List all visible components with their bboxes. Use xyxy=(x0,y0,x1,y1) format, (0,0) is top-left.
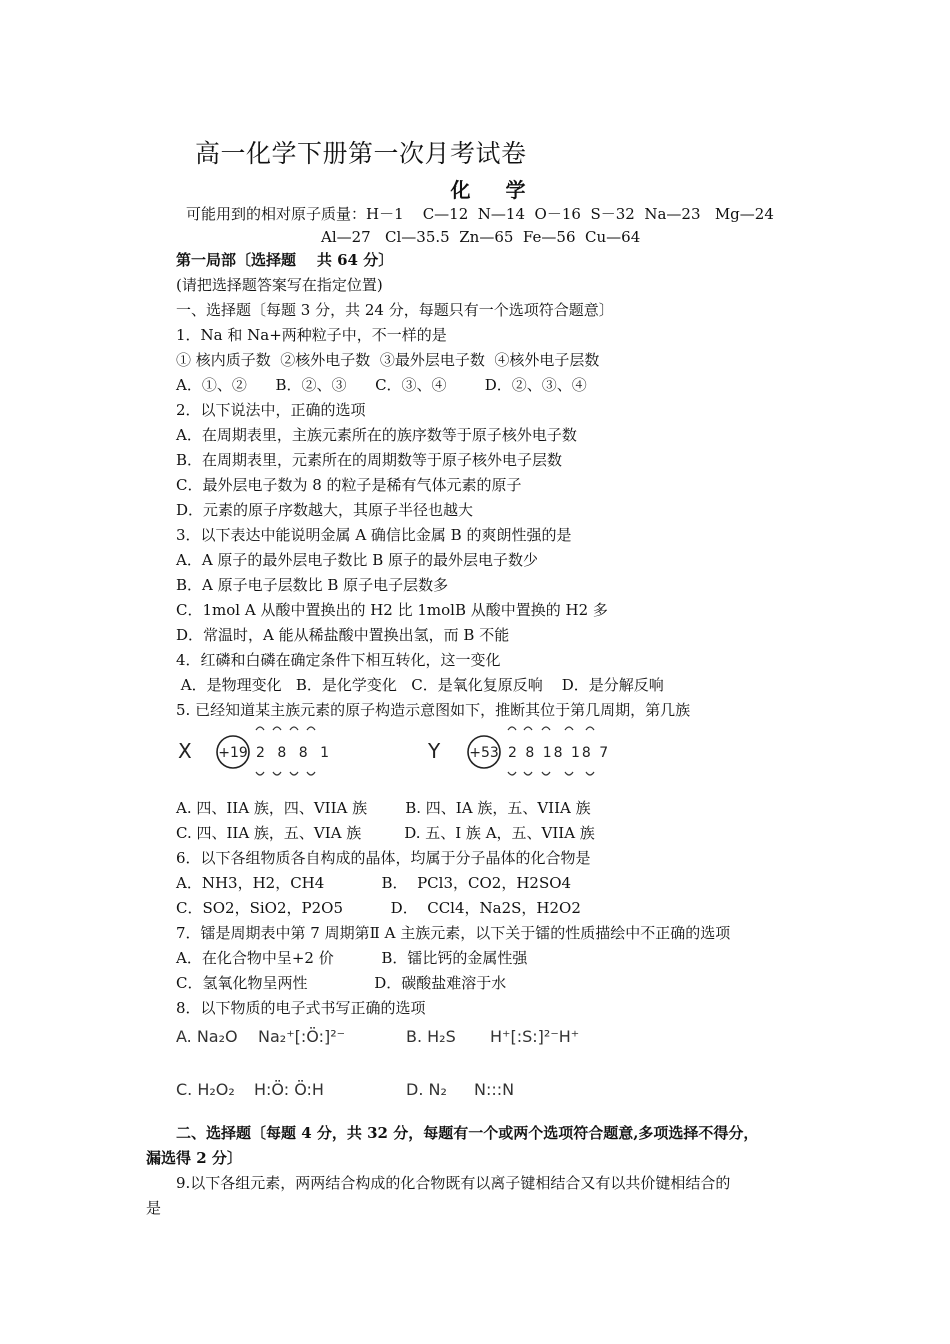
q8-option-b-formula: H⁺[:S:]²⁻H⁺ xyxy=(490,1027,580,1046)
q8-option-a-label: A. Na₂O xyxy=(176,1027,238,1046)
q5-stem: 5. 已经知道某主族元素的原子构造示意图如下，推断其位于第几周期，第几族 xyxy=(176,701,691,719)
q2-option-b: B．在周期表里，元素所在的周期数等于原子核外电子层数 xyxy=(176,451,563,469)
subject-heading: 化 学 xyxy=(450,178,540,202)
atomic-masses-line-1: 可能用到的相对原子质量：H－1 C—12 N—14 O－16 S－32 Na—23 Mg—24 xyxy=(186,205,774,223)
q1-stem: 1．Na 和 Na+两种粒子中，不一样的是 xyxy=(176,326,447,344)
q3-option-b: B．A 原子电子层数比 B 原子电子层数多 xyxy=(176,576,449,594)
section1-title: 一、选择题〔每题 3 分，共 24 分，每题只有一个选项符合题意〕 xyxy=(176,301,614,319)
q3-stem: 3．以下表达中能说明金属 A 确信比金属 B 的爽朗性强的是 xyxy=(176,526,572,544)
q1-options: A．①、② B．②、③ C．③、④ D．②、③、④ xyxy=(176,376,587,394)
y-nucleus-charge: +53 xyxy=(469,745,499,761)
q5-options-row-2: C. 四、IIA 族，五、VIA 族 D. 五、I 族 A，五、VIIA 族 xyxy=(176,824,595,842)
q8-stem: 8．以下物质的电子式书写正确的选项 xyxy=(176,999,426,1017)
q6-options-row-2: C．SO2，SiO2，P2O5 D． CCl4，Na2S，H2O2 xyxy=(176,899,581,917)
x-electron-shells: 2 8 8 1 xyxy=(256,745,333,761)
q2-option-c: C．最外层电子数为 8 的粒子是稀有气体元素的原子 xyxy=(176,476,522,494)
y-atom-label: Y xyxy=(428,739,441,763)
x-nucleus-charge: +19 xyxy=(218,745,248,761)
part1-heading: 第一局部〔选择题 共 64 分〕 xyxy=(176,251,394,269)
q9-stem-line-2: 是 xyxy=(146,1199,162,1217)
q8-option-d-formula: N:::N xyxy=(474,1080,515,1099)
atomic-masses-line-2: Al—27 Cl—35.5 Zn—65 Fe—56 Cu—64 xyxy=(321,228,641,246)
q6-options-row-1: A．NH3，H2，CH4 B． PCl3，CO2，H2SO4 xyxy=(176,874,572,892)
q3-option-c: C．1mol A 从酸中置换出的 H2 比 1molB 从酸中置换的 H2 多 xyxy=(176,601,608,619)
electron-formula-options xyxy=(170,1018,620,1106)
q2-stem: 2．以下说法中，正确的选项 xyxy=(176,401,366,419)
q3-option-a: A．A 原子的最外层电子数比 B 原子的最外层电子数少 xyxy=(176,551,538,569)
q7-options-row-2: C．氢氧化物呈两性 D．碳酸盐难溶于水 xyxy=(176,974,507,992)
q8-option-b-label: B. H₂S xyxy=(406,1027,456,1046)
y-electron-shells: 2 8 18 18 7 xyxy=(508,745,611,761)
x-atom-label: X xyxy=(178,739,192,763)
q4-options: A．是物理变化 B．是化学变化 C．是氧化复原反响 D．是分解反响 xyxy=(176,676,664,694)
q8-option-c-formula: H:Ö: Ö:H xyxy=(254,1080,324,1099)
q9-stem-line-1: 9.以下各组元素，两两结合构成的化合物既有以离子键相结合又有以共价键相结合的 xyxy=(176,1174,731,1192)
q3-option-d: D．常温时，A 能从稀盐酸中置换出氢，而 B 不能 xyxy=(176,626,510,644)
q4-stem: 4．红磷和白磷在确定条件下相互转化，这一变化 xyxy=(176,651,501,669)
q8-option-d-label: D. N₂ xyxy=(406,1080,447,1099)
q1-items: ① 核内质子数 ②核外电子数 ③最外层电子数 ④核外电子层数 xyxy=(176,351,600,369)
q7-stem: 7．镭是周期表中第 7 周期第Ⅱ A 主族元素，以下关于镭的性质描绘中不正确的选项 xyxy=(176,924,731,942)
atom-structure-diagrams xyxy=(170,722,630,784)
exam-title: 高一化学下册第一次月考试卷 xyxy=(195,139,527,168)
q2-option-a: A．在周期表里，主族元素所在的族序数等于原子核外电子数 xyxy=(176,426,577,444)
part2-heading-line-1: 二、选择题〔每题 4 分，共 32 分，每题有一个或两个选项符合题意,多项选择不得分， xyxy=(176,1124,759,1142)
q6-stem: 6．以下各组物质各自构成的晶体，均属于分子晶体的化合物是 xyxy=(176,849,591,867)
q5-options-row-1: A. 四、IIA 族，四、VIIA 族 B. 四、IA 族，五、VIIA 族 xyxy=(176,799,591,817)
part2-heading-line-2: 漏选得 2 分〕 xyxy=(146,1149,242,1167)
part1-note: (请把选择题答案写在指定位置) xyxy=(176,276,383,294)
q7-options-row-1: A．在化合物中呈+2 价 B．镭比钙的金属性强 xyxy=(176,949,528,967)
q8-option-c-label: C. H₂O₂ xyxy=(176,1080,235,1099)
q8-option-a-formula: Na₂⁺[:Ö:]²⁻ xyxy=(258,1027,346,1046)
q2-option-d: D．元素的原子序数越大，其原子半径也越大 xyxy=(176,501,474,519)
